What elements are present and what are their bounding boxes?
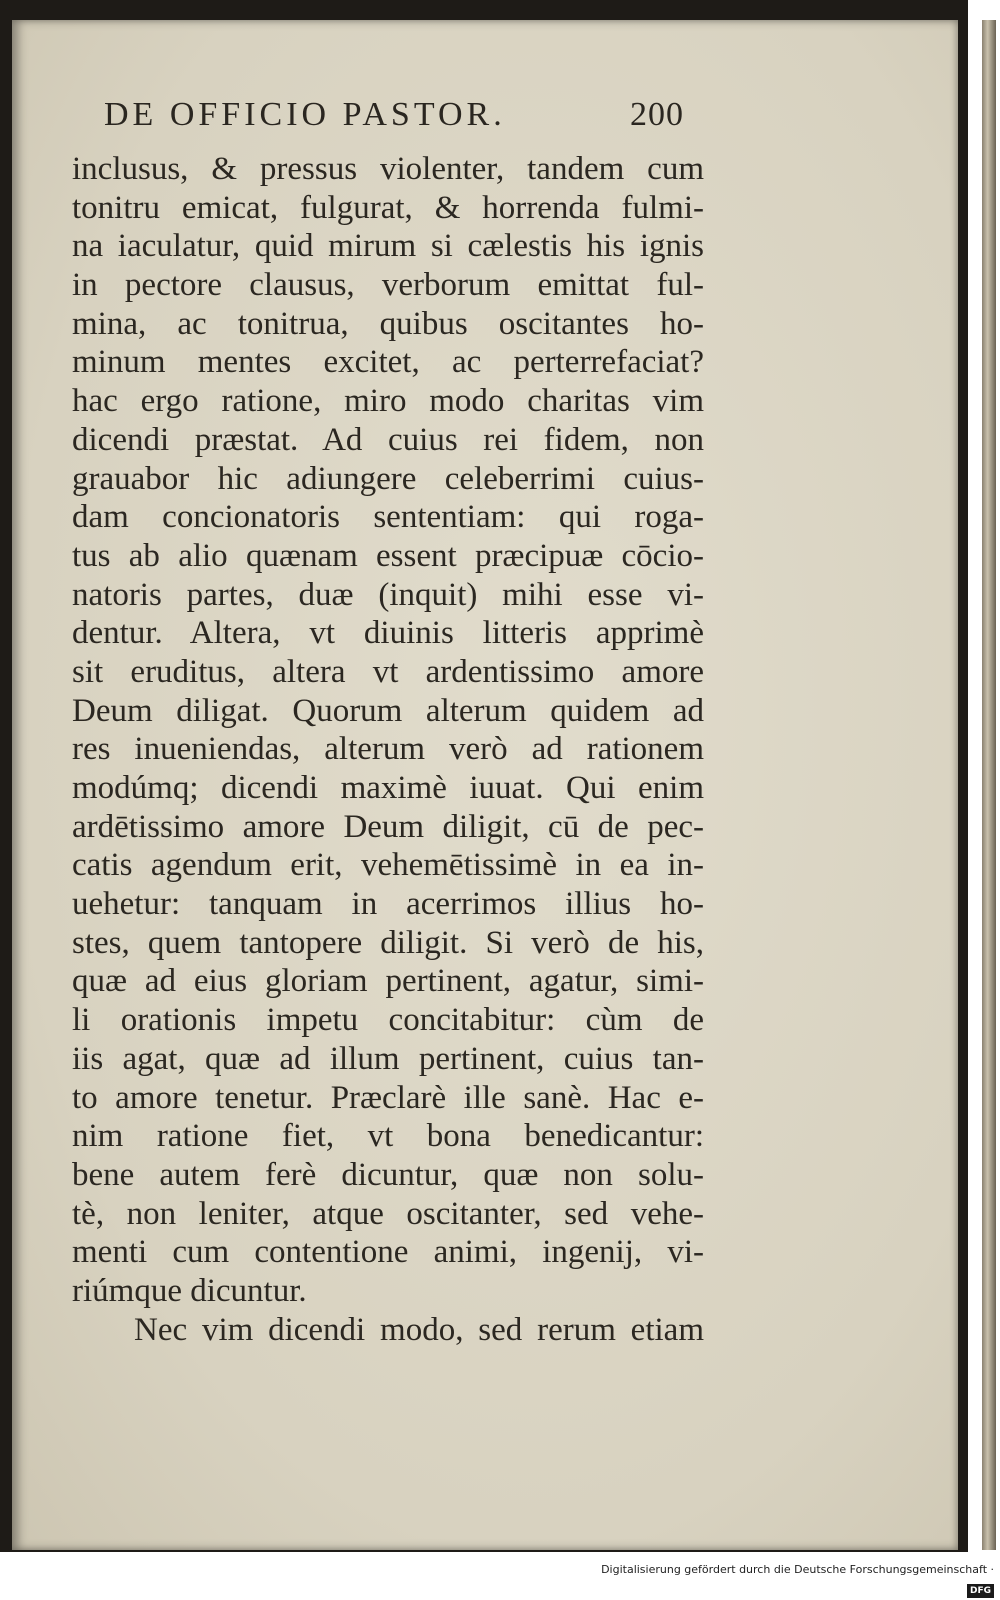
digitization-credit <box>600 1560 1000 1596</box>
page-edge <box>982 20 996 1550</box>
text-line: tè, non leniter, atque oscitanter, sed vehe- <box>72 1195 704 1232</box>
dfg-logo: DFG <box>967 1584 994 1598</box>
text-line: res inueniendas, alterum verò ad rationem <box>72 731 704 768</box>
text-line: mina, ac tonitrua, quibus oscitantes ho- <box>72 305 704 342</box>
page-header <box>104 96 684 140</box>
text-line: sit eruditus, altera vt ardentissimo amore <box>72 653 704 690</box>
text-line: dentur. Altera, vt diuinis litteris apprimè <box>72 615 704 652</box>
text-line: in pectore clausus, verborum emittat ful- <box>72 267 704 304</box>
text-line: uehetur: tanquam in acerrimos illius ho- <box>72 886 704 923</box>
running-title: DE OFFICIO PASTOR. <box>104 96 506 133</box>
text-line: riúmque dicuntur. <box>72 1272 307 1309</box>
text-line: hac ergo ratione, miro modo charitas vim <box>72 383 704 420</box>
text-line: Deum diligat. Quorum alterum quidem ad <box>72 692 704 729</box>
text-line: bene autem ferè dicuntur, quæ non solu- <box>72 1156 704 1193</box>
text-line: modúmq; dicendi maximè iuuat. Qui enim <box>72 770 704 806</box>
text-line: li orationis impetu concitabitur: cùm de <box>72 1002 704 1039</box>
text-line: dam concionatoris sententiam: qui roga- <box>72 499 704 536</box>
paragraph-start-line: Nec vim dicendi modo, sed rerum etiam <box>134 1311 704 1348</box>
text-line: tus ab alio quænam essent præcipuæ cōcio- <box>72 537 704 574</box>
text-line: tonitru emicat, fulgurat, & horrenda fulmi- <box>72 189 704 226</box>
credit-text: Digitalisierung gefördert durch die Deutsche Forschungsgemeinschaft · <box>601 1563 994 1576</box>
text-line: nim ratione fiet, vt bona benedicantur: <box>72 1118 704 1155</box>
text-line: grauabor hic adiungere celeberrimi cuius- <box>72 460 704 497</box>
text-line: inclusus, & pressus violenter, tandem cum <box>72 151 704 187</box>
body-text <box>72 150 704 1349</box>
text-line: ardētissimo amore Deum diligit, cū de pec- <box>72 808 704 845</box>
page-number: 200 <box>630 96 684 133</box>
text-line: stes, quem tantopere diligit. Si verò de his, <box>72 924 704 961</box>
text-line: quæ ad eius gloriam pertinent, agatur, simi- <box>72 963 704 1000</box>
text-line: dicendi præstat. Ad cuius rei fidem, non <box>72 421 704 458</box>
text-line: to amore tenetur. Præclarè ille sanè. Hac e- <box>72 1079 704 1116</box>
text-line: minum mentes excitet, ac perterrefaciat? <box>72 344 704 381</box>
text-line: na iaculatur, quid mirum si cælestis his ignis <box>72 228 704 265</box>
text-line: menti cum contentione animi, ingenij, vi- <box>72 1234 704 1271</box>
text-line: natoris partes, duæ (inquit) mihi esse vi- <box>72 576 704 613</box>
text-line: iis agat, quæ ad illum pertinent, cuius tan- <box>72 1040 704 1077</box>
text-line: catis agendum erit, vehemētissimè in ea in- <box>72 847 704 884</box>
